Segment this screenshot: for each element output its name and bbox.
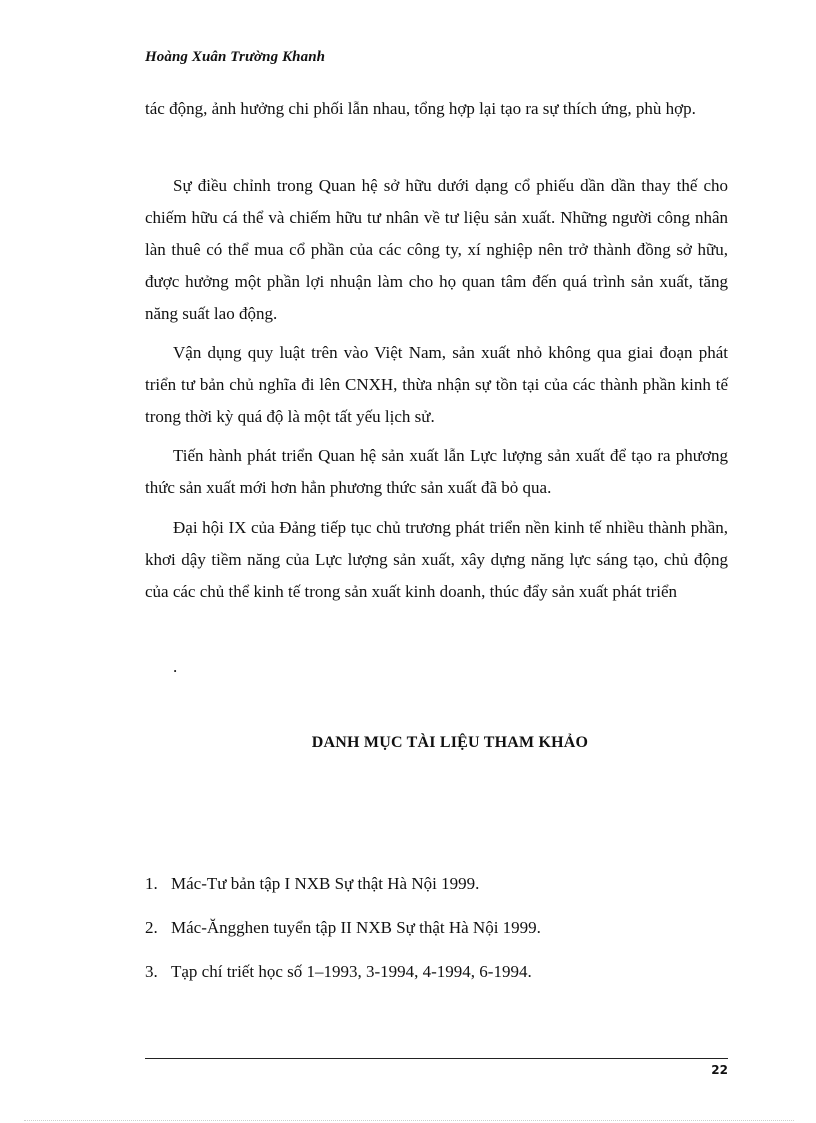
reference-number: 1. [145,874,158,893]
stray-period: . [173,657,178,676]
reference-number: 3. [145,962,158,981]
references-title: DANH MỤC TÀI LIỆU THAM KHẢO [311,734,589,751]
page-number: 22 [711,1063,728,1077]
reference-item [145,960,728,1004]
reference-number: 2. [145,918,158,937]
reference-item [145,916,728,960]
reference-item [145,872,728,916]
reference-text: Tạp chí triết học số 1–1993, 3-1994, 4-1994, 6-1994. [171,962,532,981]
references-list [145,872,728,1004]
paragraph-2: Sự điều chỉnh trong Quan hệ sở hữu dưới dạng cổ phiếu dần dần thay thế cho chiếm hữu cá thể và chiếm hữu tư nhân về tư liệu sản xuất. Những người công nhân làn thuê có thể mua cổ phần của các công ty, xí nghiệp nên trở thành đồng sở hữu, được hưởng một phần lợi nhuận làm cho họ quan tâm đến quá trình sản xuất, tăng năng suất lao động. [145,176,728,323]
paragraph-4: Tiến hành phát triển Quan hệ sản xuất lẫn Lực lượng sản xuất để tạo ra phương thức sản xuất mới hơn hẳn phương thức sản xuất đã bỏ qua. [145,446,728,497]
reference-text: Mác-Ăngghen tuyển tập II NXB Sự thật Hà Nội 1999. [171,918,541,937]
running-header-author: Hoàng Xuân Trường Khanh [145,49,326,65]
paragraph-1: tác động, ảnh hưởng chi phối lẫn nhau, tổng hợp lại tạo ra sự thích ứng, phù hợp. [145,99,696,118]
paragraph-5: Đại hội IX của Đảng tiếp tục chủ trương phát triển nền kinh tế nhiều thành phần, khơi dậy tiềm năng của Lực lượng sản xuất, xây dựng năng lực sáng tạo, chủ động của các chủ thể kinh tế trong sản xuất kinh doanh, thúc đẩy sản xuất phát triển [145,518,728,601]
page-bottom-border [24,1120,794,1121]
footer-divider [145,1058,728,1059]
paragraph-3: Vận dụng quy luật trên vào Việt Nam, sản xuất nhỏ không qua giai đoạn phát triển tư bản chủ nghĩa đi lên CNXH, thừa nhận sự tồn tại của các thành phần kinh tế trong thời kỳ quá độ là một tất yếu lịch sử. [145,343,728,426]
reference-text: Mác-Tư bản tập I NXB Sự thật Hà Nội 1999. [171,874,480,893]
